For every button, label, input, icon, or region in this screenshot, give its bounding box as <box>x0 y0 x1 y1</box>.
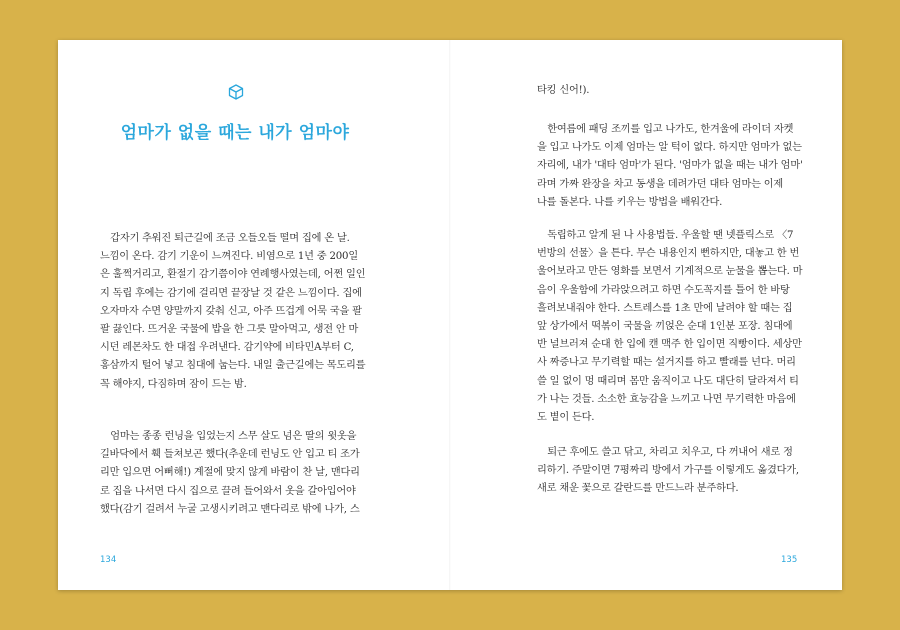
body-paragraph <box>100 230 373 394</box>
body-paragraph <box>537 444 804 499</box>
body-paragraph <box>537 121 804 212</box>
body-paragraph <box>100 428 373 519</box>
left-page <box>58 40 450 590</box>
body-paragraph <box>537 227 804 427</box>
paragraph-text: 독립하고 알게 된 나 사용법들. 우울할 땐 넷플릭스로 〈7 번방의 선물〉을 튼다. 무슨 내용인지 뻔하지만, 대놓고 한 번 울어보라고 만든 영화를 보면서 기계적으로 눈물을 뽑는다. 마 음이 우울함에 가라앉으려고 하면 수도꼭지를 틀어 한 바탕 흘려보내줘야 한다. 스트레스를 1초 만에 날려야 할 때는 집 앞 상가에서 떡볶이 국물을 끼얹은 순대 1인분 포장. 침대에 반 널브러져 순대 한 입에 캔 맥주 한 입이면 직빵이다. 세상만 사 짜증나고 무기력할 때는 설거지를 하고 빨래를 넌다. 머리 쓸 일 없이 멍 때리며 몸만 움직이고 나도 대단히 달라져서 티 가 나는 것들. 소소한 효능감을 느끼고 나면 무기력한 마음에 도 볕이 든다. <box>537 230 803 424</box>
body-paragraph <box>537 82 804 100</box>
chapter-title: 엄마가 없을 때는 내가 엄마야 <box>120 123 350 143</box>
page-number: 134 <box>100 555 117 565</box>
open-book <box>58 40 842 590</box>
paragraph-text: 타킹 신어!). <box>537 85 590 96</box>
right-page <box>450 40 842 590</box>
paragraph-text: 퇴근 후에도 쓸고 닦고, 차리고 치우고, 다 꺼내어 새로 정 리하기. 주말이면 7평짜리 방에서 가구를 이렇게도 옮겼다가, 새로 채운 꽃으로 갈란드를 만드느라 분주하다. <box>537 447 799 495</box>
paragraph-text: 갑자기 추워진 퇴근길에 조금 오들오들 떨며 집에 온 날. 느낌이 온다. 감기 기운이 느껴진다. 비염으로 1년 중 200일 은 훌쩍거리고, 환절기 감기쯤이야 연례행사였는데, 어쩐 일인 지 독립 후에는 감기에 걸리면 끝장날 것 같은 느낌이다. 집에 오자마자 수면 양말까지 갖춰 신고, 아주 뜨겁게 어묵 국을 팔 팔 끓인다. 뜨거운 국물에 밥을 한 그릇 말아먹고, 생전 안 마 시던 레몬차도 한 대접 우려낸다. 감기약에 비타민A부터 C, 홍삼까지 털어 넣고 침대에 눕는다. 내일 출근길에는 목도리를 꼭 해야지, 다짐하며 잠이 드는 밤. <box>100 233 366 390</box>
paragraph-text: 엄마는 종종 런닝을 입었는지 스무 살도 넘은 딸의 윗옷을 길바닥에서 훽 들쳐보곤 했다(추운데 런닝도 안 입고 티 조가 리만 입으면 어뻐해!) 계절에 맞지 않게 바람이 찬 날, 맨다리 로 집을 나서면 다시 집으로 끌려 들어와서 옷을 갈아입어야 했다(감기 걸려서 누굴 고생시키려고 맨다리로 밖에 나가, 스 <box>100 431 360 515</box>
cube-icon <box>227 83 245 101</box>
page-number: 135 <box>781 555 798 565</box>
paragraph-text: 한여름에 패딩 조끼를 입고 나가도, 한겨울에 라이더 자켓 을 입고 나가도 이제 엄마는 알 턱이 없다. 하지만 엄마가 없는 자리에, 내가 '대타 엄마'가 된다. '엄마가 없을 때는 내가 엄마' 라며 가짜 완장을 차고 동생을 데려가던 대타 엄마는 이제 나를 돌본다. 나를 키우는 방법을 배워간다. <box>537 124 803 208</box>
